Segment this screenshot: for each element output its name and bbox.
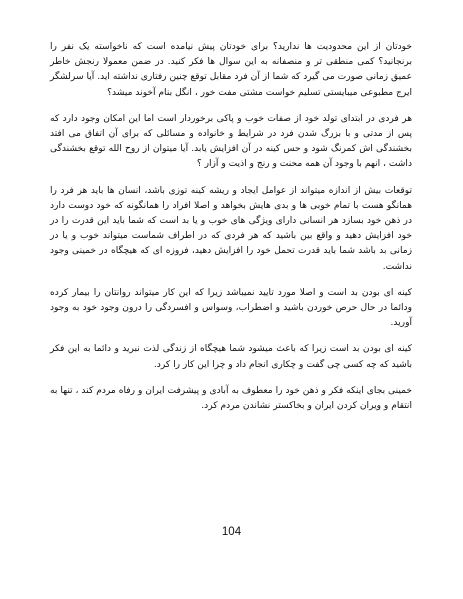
document-body	[50, 40, 412, 425]
paragraph-1: خودتان از این محدودیت ها ندارید؟ برای خودتان پیش نیامده است که ناخواسته یک نفر را برنجانید؟ کمی منطقی تر و منصفانه به این سوال ها فکر کنید. در ضمن معمولا رنجش خاطر عمیق زمانی صورت می گیرد که شما از آن فرد مقابل توقع چنین رفتاری نداشته اید. آیا سرلشگر ایرج مطبوعی میبایستی تسلیم خواست مشتی مفت خور ، انگل بنام آخوند میشد؟	[50, 42, 412, 98]
page-number: 104	[221, 526, 242, 538]
paragraph-2: هر فردی در ابتدای تولد خود از صفات خوب و پاکی برخوردار است اما این امکان وجود دارد که پس از مدتی و با بزرگ شدن فرد در شرایط و خانواده و مسائلی که برای آن اتفاق می افتد بخشندگی اش کمرنگ شود و حس کینه در آن افزایش یابد. آیا میتوان از روح الله توقع بخشندگی داشت ، انهم با وجود آن همه محنت و رنج و اذیت و آزار ؟	[50, 113, 412, 170]
paragraph-4: کینه ای بودن بد است و اصلا مورد تایید نمیباشد زیرا که این کار میتواند روانتان را بیمار کرده ودائما در حال حرص خوردن باشید و اضطراب، وسواس و افسردگی را درون وجود خود به وجود آورید.	[50, 287, 412, 329]
paragraph-3: توقعات بیش از اندازه میتواند از عوامل ایجاد و ریشه کینه توزی باشد، انسان ها باید هر فرد را همانگو هست با تمام خوبی ها و بدی هایش بخواهد و اصلا افراد را همانگونه که خود دوست دارد در ذهن خود بسازد هر انسانی دارای ویژگی های خوب و یا بد است که شما باید این قدرت را در خود افزایش دهید و واقع بین باشید که هر فردی که در اطراف شماست میتواند خوب و یا در زمانی بد باشد شما باید قدرت تحمل خود را افزایش دهید، فروزه ای که هیچگاه در خمینی وجود نداشت.	[50, 185, 412, 272]
paragraph-5: کینه ای بودن بد است زیرا که باعث میشود شما هیچگاه از زندگی لذت نبرید و دائما به این فکر باشید که چه کسی چی گفت و چکاری انجام داد و چرا این کار را کرد.	[50, 344, 412, 370]
paragraph-6: خمینی بجای اینکه فکر و ذهن خود را معطوف به آبادی و پیشرفت ایران و رفاه مردم کند ، تنها به انتقام و ویران کردن ایران و بخاکستر نشاندن مردم کرد.	[50, 385, 412, 412]
